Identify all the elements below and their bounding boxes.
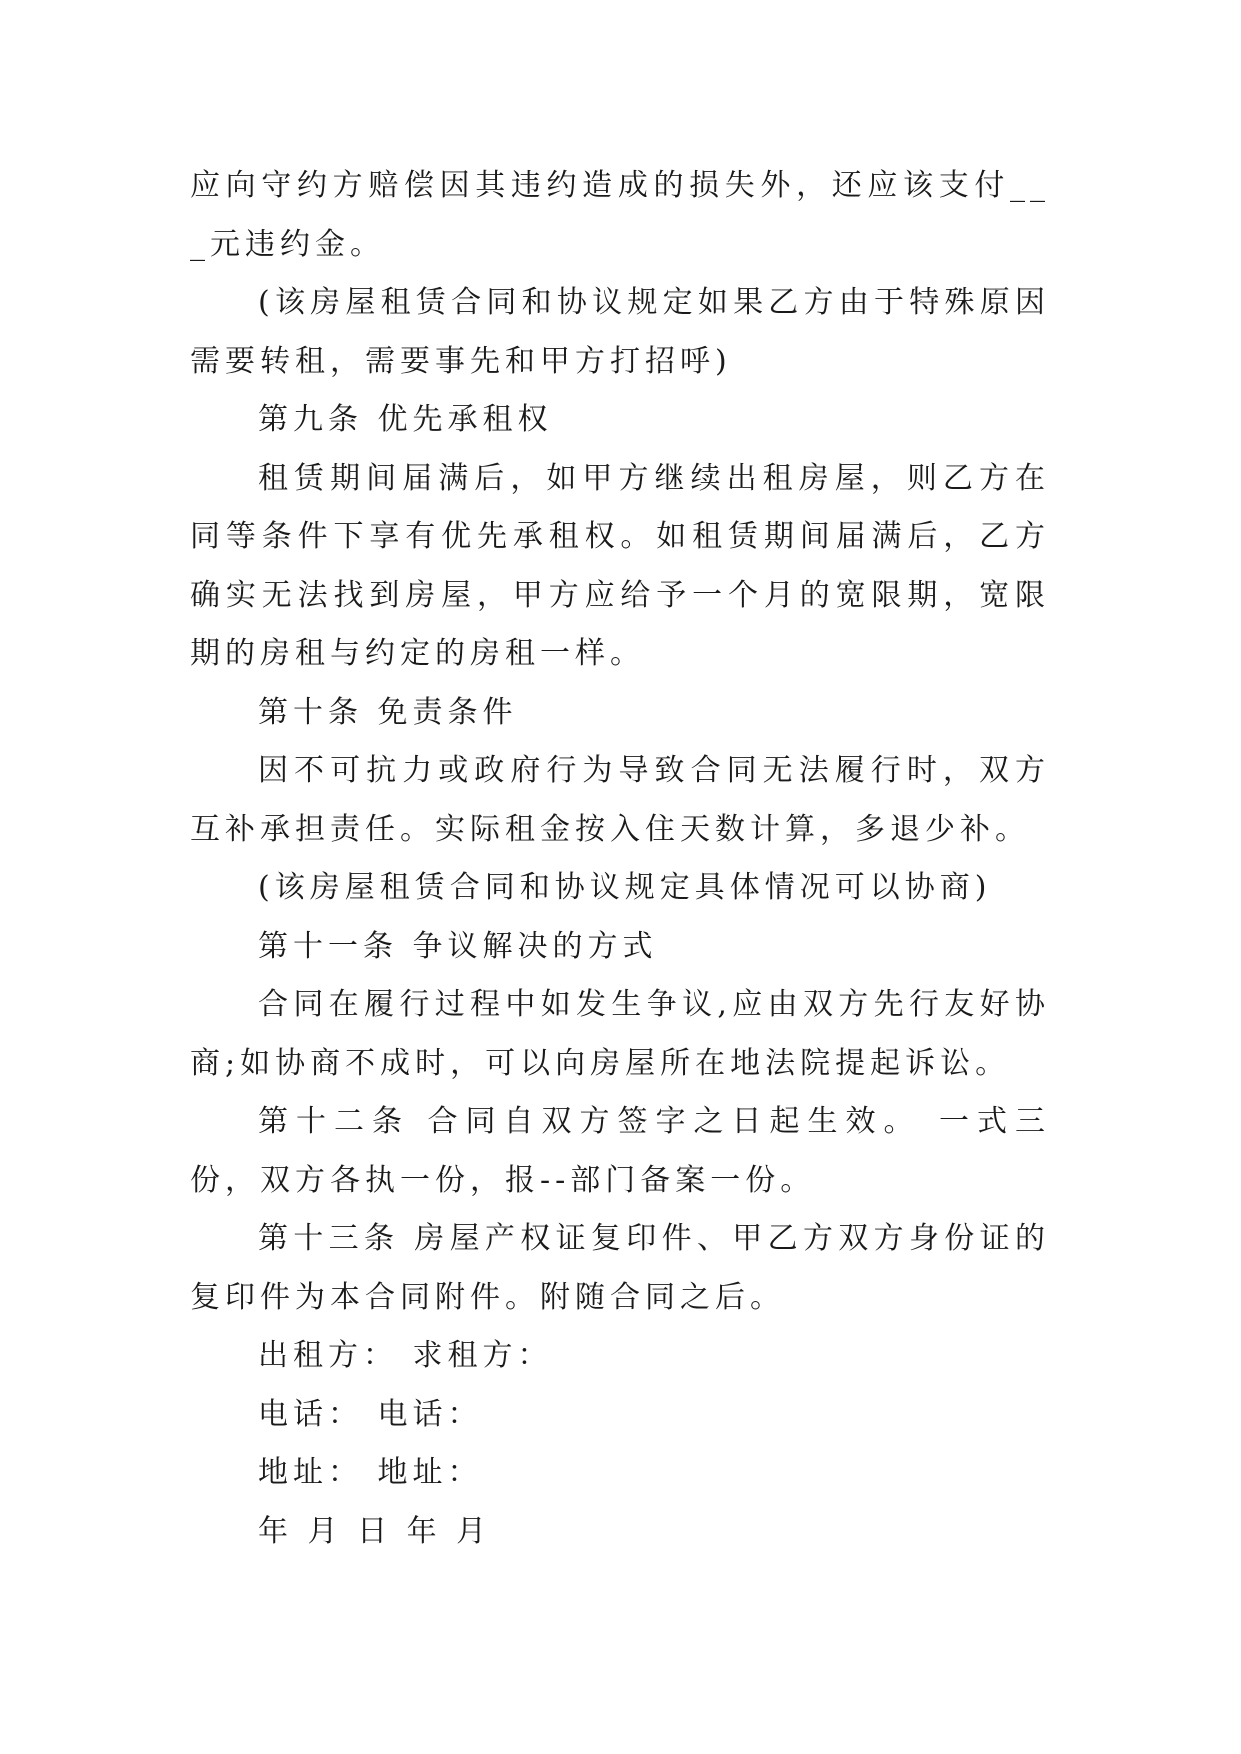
heading-article-9: 第九条 优先承租权 <box>258 402 553 437</box>
signature-address: 地址： 地址： <box>258 1455 483 1490</box>
paragraph-dispute-resolution: 合同在履行过程中如发生争议,应由双方先行友好协商;如协商不成时，可以向房屋所在地法院提起诉讼。 <box>190 987 1050 1081</box>
heading-article-10: 第十条 免责条件 <box>258 694 518 730</box>
paragraph-breach-compensation: 应向守约方赔偿因其违约造成的损失外，还应该支付___元违约金。 <box>190 168 1050 262</box>
paragraph-article-13: 第十三条 房屋产权证复印件、甲乙方双方身份证的复印件为本合同附件。附随合同之后。 <box>190 1221 1050 1315</box>
signature-date: 年 月 日 年 月 <box>258 1513 492 1549</box>
paragraph-negotiation-note: (该房屋租赁合同和协议规定具体情况可以协商) <box>258 870 992 905</box>
document-body <box>190 157 1050 1561</box>
signature-parties: 出租方： 求租方： <box>258 1338 553 1373</box>
paragraph-sublease-note: (该房屋租赁合同和协议规定如果乙方由于特殊原因需要转租，需要事先和甲方打招呼) <box>190 285 1050 379</box>
paragraph-priority-lease: 租赁期间届满后，如甲方继续出租房屋，则乙方在同等条件下享有优先承租权。如租赁期间届满后，乙方确实无法找到房屋，甲方应给予一个月的宽限期，宽限期的房租与约定的房租一样。 <box>190 460 1050 671</box>
paragraph-article-12: 第十二条 合同自双方签字之日起生效。 一式三份，双方各执一份，报--部门备案一份。 <box>190 1104 1050 1198</box>
paragraph-exemption: 因不可抗力或政府行为导致合同无法履行时，双方互补承担责任。实际租金按入住天数计算，多退少补。 <box>190 753 1050 847</box>
signature-phone: 电话： 电话： <box>258 1396 483 1432</box>
heading-article-11: 第十一条 争议解决的方式 <box>258 928 658 964</box>
